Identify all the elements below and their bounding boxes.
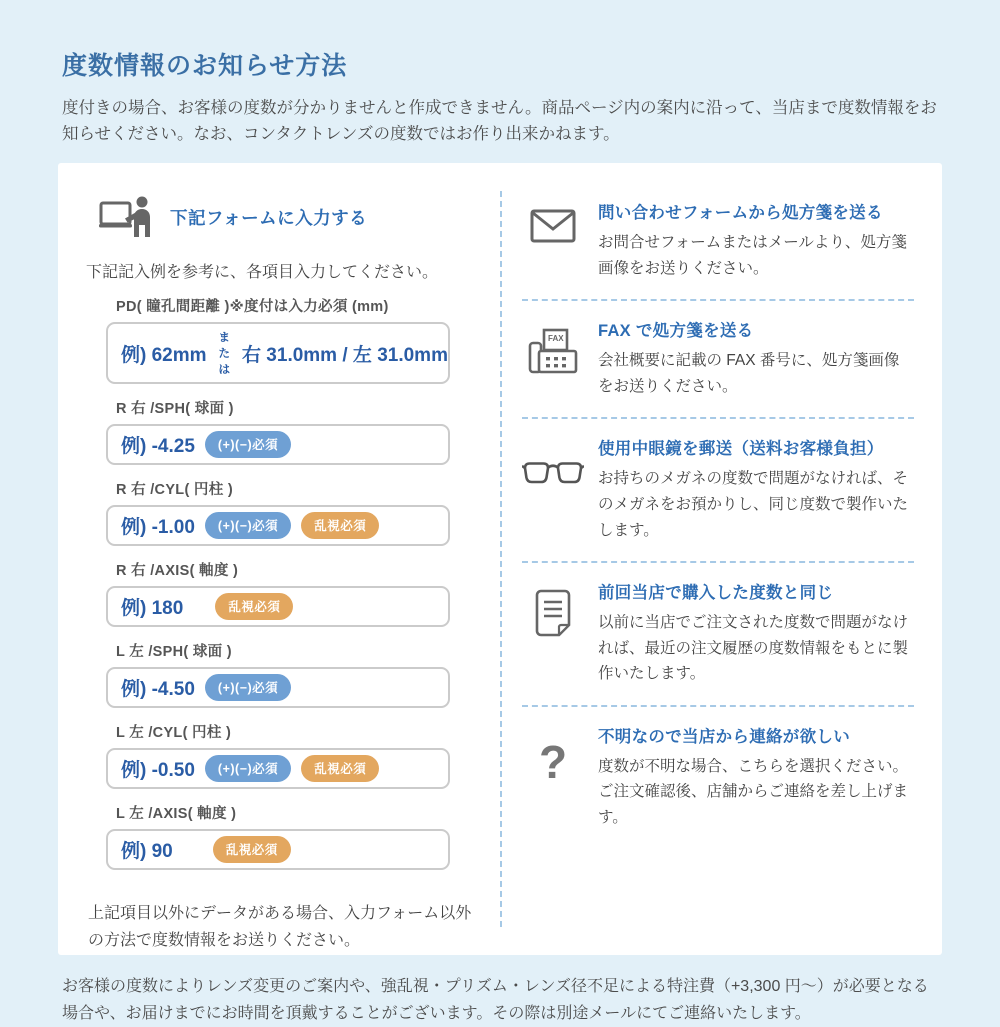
astigmatism-required-badge: 乱視必須: [215, 593, 293, 620]
document-icon: [522, 579, 584, 687]
field-label-l-axis: L 左 /AXIS( 軸度 ): [116, 806, 237, 823]
method-heading: 不明なので当店から連絡が欲しい: [598, 727, 850, 746]
method-mail-glasses: [522, 419, 914, 563]
method-heading: 前回当店で購入した度数と同じ: [598, 584, 834, 603]
field-example-box-l-cyl: [106, 748, 450, 789]
field-example-box-l-axis: [106, 829, 450, 870]
field-example-box-r-sph: [106, 424, 450, 465]
intro-text: 度付きの場合、お客様の度数が分かりませんと作成できません。商品ページ内の案内に沿って、当店まで度数情報をお知らせください。なお、コンタクトレンズの度数ではお作り出来かねます。: [62, 99, 937, 143]
field-label-r-axis: R 右 /AXIS( 軸度 ): [116, 563, 239, 580]
form-instruction: 下記記入例を参考に、各項目入力してください。: [86, 264, 439, 282]
method-fax: [522, 301, 914, 419]
method-text: [598, 723, 914, 831]
method-heading: 問い合わせフォームから処方箋を送る: [598, 204, 883, 223]
form-section-heading: 下記フォームに入力する: [170, 207, 368, 228]
envelope-icon: [522, 199, 584, 281]
form-column: [58, 163, 500, 954]
method-text: [598, 579, 914, 687]
form-example-area: [106, 295, 450, 870]
question-icon: ?: [538, 735, 568, 788]
field-example-box-l-sph: [106, 667, 450, 708]
astigmatism-required-badge: 乱視必須: [301, 512, 379, 539]
method-body: 会社概要に記載の FAX 番号に、処方箋画像をお送りください。: [598, 352, 900, 395]
field-label-l-cyl: L 左 /CYL( 円柱 ): [116, 725, 232, 742]
plus-minus-required-badge: (+)(−)必須: [205, 674, 291, 701]
fax-icon: [522, 317, 584, 399]
page-title: 度数情報のお知らせ方法: [62, 52, 348, 80]
field-example-connector: または: [218, 332, 231, 377]
field-example-value: 例) -4.50: [121, 679, 195, 701]
plus-minus-required-badge: (+)(−)必須: [205, 755, 291, 782]
field-label-r-cyl: R 右 /CYL( 円柱 ): [116, 482, 233, 499]
method-body: 度数が不明な場合、こちらを選択ください。ご注文確認後、店舗からご連絡を差し上げます。: [598, 757, 909, 826]
info-card: [58, 163, 942, 954]
method-body: 以前に当店でご注文された度数で問題がなければ、最近の注文履歴の度数情報をもとに製作いたします。: [598, 614, 909, 683]
method-previous-order: [522, 563, 914, 707]
field-example-value: 例) 180: [121, 598, 184, 620]
field-example-box-r-axis: [106, 586, 450, 627]
method-text: [598, 317, 914, 399]
field-example-value: 例) -0.50: [121, 760, 195, 782]
field-example-value: 例) 90: [121, 841, 173, 863]
svg-text:FAX: FAX: [548, 334, 564, 344]
methods-column: [502, 163, 942, 954]
method-body: お持ちのメガネの度数で問題がなければ、そのメガネをお預かりし、同じ度数で製作いたします。: [598, 470, 909, 539]
field-example-box-r-cyl: [106, 505, 450, 546]
footer-note: お客様の度数によりレンズ変更のご案内や、強乱視・プリズム・レンズ径不足による特注費（+3,300 円〜）が必要となる場合や、お届けまでにお時間を頂戴することがございます。その際は別途メールにてご連絡いたします。: [62, 977, 929, 1022]
plus-minus-required-badge: (+)(−)必須: [205, 431, 291, 458]
field-example-box-pd: [106, 322, 450, 384]
field-label-l-sph: L 左 /SPH( 球面 ): [116, 644, 232, 661]
field-example-value: 例) 62mm: [121, 344, 207, 366]
method-heading: 使用中眼鏡を郵送（送料お客様負担）: [598, 440, 884, 459]
method-body: お問合せフォームまたはメールより、処方箋画像をお送りください。: [598, 234, 907, 277]
field-label-r-sph: R 右 /SPH( 球面 ): [116, 401, 234, 418]
field-example-value2: 右 31.0mm / 左 31.0mm: [242, 344, 448, 366]
method-contact-me: [522, 707, 914, 849]
method-text: [598, 199, 914, 281]
astigmatism-required-badge: 乱視必須: [301, 755, 379, 782]
field-example-value: 例) -4.25: [121, 436, 195, 458]
method-heading: FAX で処方箋を送る: [598, 322, 754, 341]
form-note: 上記項目以外にデータがある場合、入力フォーム以外の方法で度数情報をお送りください。: [88, 905, 472, 950]
method-text: [598, 435, 914, 543]
field-example-value: 例) -1.00: [121, 517, 195, 539]
plus-minus-required-badge: (+)(−)必須: [205, 512, 291, 539]
field-label-pd: PD( 瞳孔間距離 )※度付は入力必須 (mm): [116, 299, 389, 316]
form-section-header: [86, 195, 474, 239]
astigmatism-required-badge: 乱視必須: [213, 836, 291, 863]
method-contact-form: [522, 183, 914, 301]
presenter-laptop-icon: [98, 195, 154, 239]
glasses-icon: [522, 435, 584, 543]
